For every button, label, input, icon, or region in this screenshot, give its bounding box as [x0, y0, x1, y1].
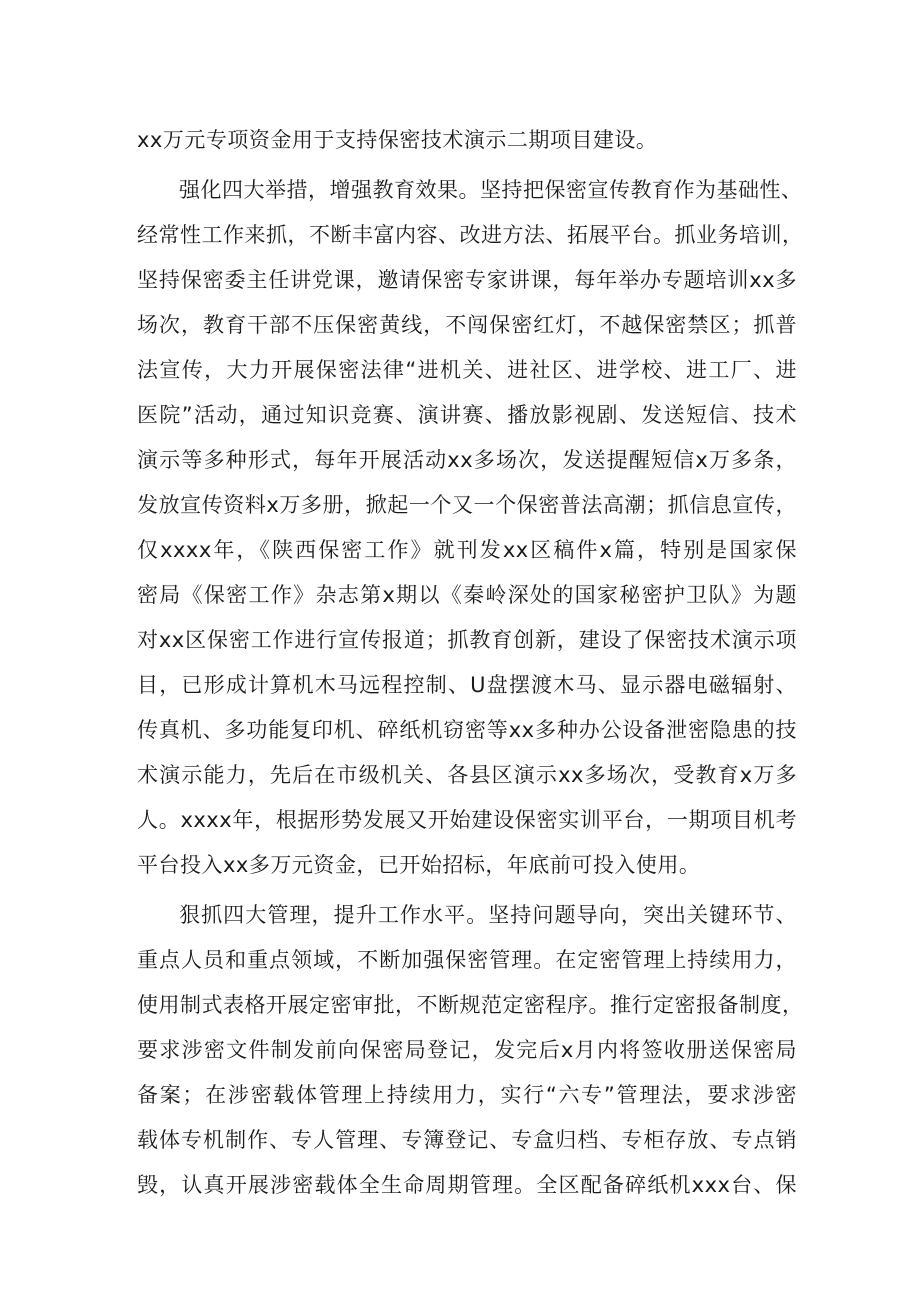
paragraph-3-line-4: 要求涉密文件制发前向保密局登记，发完后x月内将签收册送保密局 [137, 1038, 797, 1062]
paragraph-2-line-6: 医院”活动，通过知识竞赛、演讲赛、播放影视剧、发送短信、技术 [137, 403, 797, 427]
paragraph-3-line-7: 毁，认真开展涉密载体全生命周期管理。全区配备碎纸机xxx台、保 [137, 1173, 797, 1197]
paragraph-2-line-13: 传真机、多功能复印机、碎纸机窃密等xx多种办公设备泄密隐患的技 [137, 718, 797, 742]
paragraph-2-line-5: 法宣传，大力开展保密法律“进机关、进社区、进学校、进工厂、进 [137, 358, 797, 382]
paragraph-3-line-6: 载体专机制作、专人管理、专簿登记、专盒归档、专柜存放、专点销 [137, 1128, 797, 1152]
paragraph-2-line-4: 场次，教育干部不压保密黄线，不闯保密红灯，不越保密禁区；抓普 [137, 313, 797, 337]
paragraph-2-line-16: 平台投入xx多万元资金，已开始招标，年底前可投入使用。 [137, 853, 701, 877]
paragraph-3-line-5: 备案；在涉密载体管理上持续用力，实行“六专”管理法，要求涉密 [137, 1083, 797, 1107]
paragraph-2-line-12: 目，已形成计算机木马远程控制、U盘摆渡木马、显示器电磁辐射、 [137, 673, 797, 697]
paragraph-1-line-1: xx万元专项资金用于支持保密技术演示二期项目建设。 [137, 128, 658, 152]
paragraph-3-line-1: 狠抓四大管理，提升工作水平。坚持问题导向，突出关键环节、 [179, 903, 797, 927]
paragraph-2-line-11: 对xx区保密工作进行宣传报道；抓教育创新，建设了保密技术演示项 [137, 628, 797, 652]
paragraph-2-line-3: 坚持保密委主任讲党课，邀请保密专家讲课，每年举办专题培训xx多 [137, 268, 797, 292]
paragraph-2-line-10: 密局《保密工作》杂志第x期以《秦岭深处的国家秘密护卫队》为题 [137, 583, 797, 607]
paragraph-2-line-8: 发放宣传资料x万多册，掀起一个又一个保密普法高潮；抓信息宣传， [137, 493, 797, 517]
paragraph-3-line-2: 重点人员和重点领域，不断加强保密管理。在定密管理上持续用力， [137, 948, 797, 972]
paragraph-2-line-14: 术演示能力，先后在市级机关、各县区演示xx多场次，受教育x万多 [137, 763, 797, 787]
paragraph-3-line-3: 使用制式表格开展定密审批，不断规范定密程序。推行定密报备制度， [137, 993, 804, 1017]
paragraph-2-line-7: 演示等多种形式，每年开展活动xx多场次，发送提醒短信x万多条， [137, 448, 797, 472]
paragraph-2-line-2: 经常性工作来抓，不断丰富内容、改进方法、拓展平台。抓业务培训， [137, 223, 804, 247]
document-body [137, 118, 804, 1208]
paragraph-2-line-1: 强化四大举措，增强教育效果。坚持把保密宣传教育作为基础性、 [179, 178, 803, 202]
paragraph-2-line-15: 人。xxxx年，根据形势发展又开始建设保密实训平台，一期项目机考 [137, 808, 797, 832]
paragraph-2-line-9: 仅xxxx年，《陕西保密工作》就刊发xx区稿件x篇，特别是国家保 [137, 538, 797, 562]
